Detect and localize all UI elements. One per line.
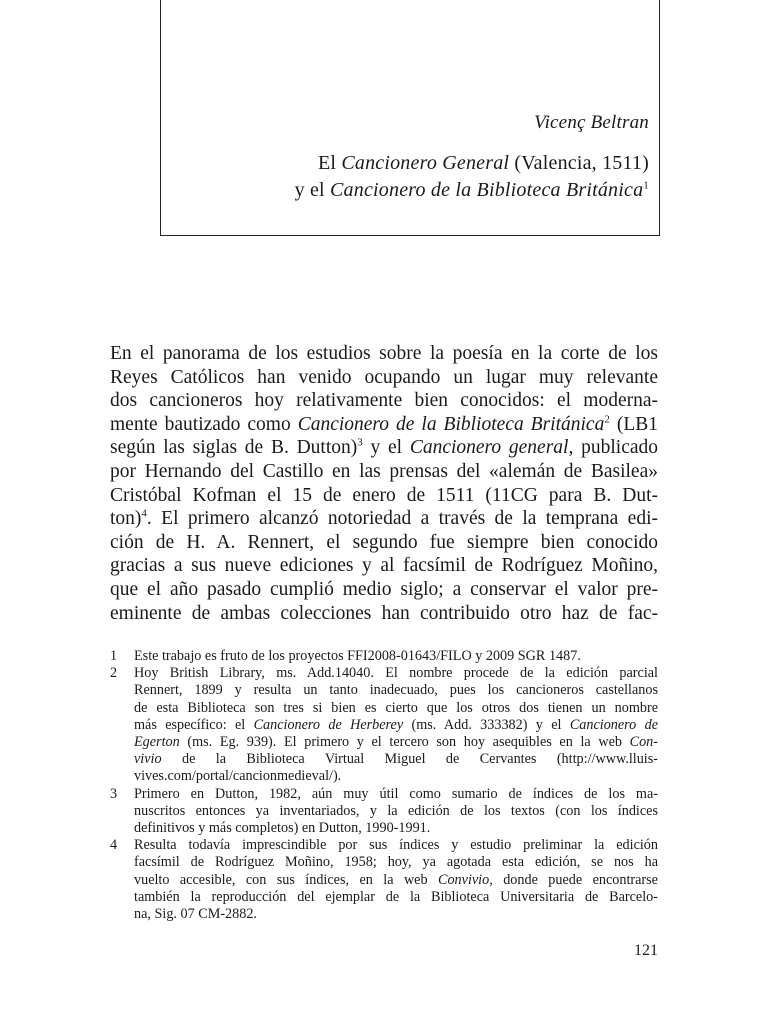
- footnote-text: [134, 786, 658, 838]
- footnote-number: 3: [110, 785, 118, 802]
- footnote-text: (ms. Add. 333382) y el: [403, 716, 570, 733]
- footnote-4: [110, 837, 658, 923]
- body-line: [110, 413, 658, 437]
- body-line: Cristóbal Kofman el 15 de enero de 1511 (11CG para B. Dut-: [110, 484, 658, 506]
- body-line: que el año pasado cumplió medio siglo; a conservar el valor pre-: [110, 578, 658, 600]
- body-line: dos cancioneros hoy relativamente bien conocidos: el moderna-: [110, 390, 658, 412]
- body-line: ción de H. A. Rennert, el segundo fue siempre bien conocido: [110, 531, 658, 553]
- title-italic: Cancionero General: [341, 152, 510, 174]
- footnote-line: na, Sig. 07 CM-2882.: [134, 906, 257, 923]
- footnote-line: [134, 734, 658, 751]
- footnote-italic: Convivio: [438, 871, 490, 888]
- body-line: [110, 436, 658, 460]
- footnote-2: [110, 665, 658, 785]
- footnote-italic: Egerton: [134, 734, 180, 751]
- footnotes: [110, 648, 658, 923]
- body-line: eminente de ambas colecciones han contribuido otro haz de fac-: [110, 602, 658, 624]
- body-text: mente bautizado como: [110, 413, 298, 435]
- footnote-text: , donde puede encontrarse: [489, 871, 658, 888]
- author-name: Vicenç Beltran: [534, 112, 649, 133]
- body-paragraph: [110, 342, 658, 625]
- body-italic: Cancionero de la Biblioteca Británica: [297, 413, 605, 435]
- title-line-1: [295, 150, 649, 177]
- body-text: , publicado: [568, 437, 658, 459]
- footnote-marker: 1: [643, 179, 649, 192]
- footnote-line: Resulta todavía imprescindible por sus índices y estudio preliminar la edición: [134, 837, 658, 854]
- footnote-text: [134, 837, 658, 923]
- footnote-line: [134, 751, 658, 768]
- footnote-line: definitivos y más completos) en Dutton, 1990-1991.: [134, 820, 431, 837]
- footnote-line: vives.com/portal/cancionmedieval/).: [134, 768, 342, 785]
- footnote-line: nuscritos entonces ya inventariados, y la edición de los textos (con los índices: [134, 802, 658, 819]
- footnote-1: [110, 648, 658, 665]
- body-line: por Hernando del Castillo en las prensas del «alemán de Basilea»: [110, 460, 658, 482]
- footnote-italic: Cancionero de: [569, 716, 659, 733]
- footnote-marker: 2: [604, 413, 610, 426]
- title-text: y el: [294, 179, 331, 201]
- footnote-marker: 4: [141, 507, 147, 520]
- footnote-3: [110, 786, 658, 838]
- footnote-number: 4: [110, 837, 118, 854]
- body-text: ton): [110, 508, 142, 530]
- title-text: El: [317, 152, 342, 174]
- body-italic: Cancionero general: [409, 437, 569, 459]
- article-title: [295, 150, 649, 204]
- title-text: (Valencia, 1511): [509, 152, 649, 174]
- footnote-text: [134, 665, 658, 785]
- footnote-line: también la reproducción del ejemplar de la Biblioteca Universitaria de Barcelo-: [134, 888, 658, 905]
- body-text: . El primero alcanzó notoriedad a través de la temprana edi-: [146, 508, 658, 530]
- footnote-line: facsímil de Rodríguez Moñino, 1958; hoy, ya agotada esta edición, se nos ha: [134, 854, 658, 871]
- footnote-text: de la Biblioteca Virtual Miguel de Cervantes (http://www.lluis-: [161, 751, 658, 768]
- footnote-line: de esta Biblioteca son tres si bien es cierto que los otros dos tienen un nombre: [134, 699, 658, 716]
- footnote-number: 2: [110, 665, 118, 682]
- body-line: [110, 507, 658, 531]
- footnote-line: Hoy British Library, ms. Add.14040. El nombre procede de la edición parcial: [134, 665, 658, 682]
- title-box: [160, 0, 660, 236]
- body-line: Reyes Católicos han venido ocupando un lugar muy relevante: [110, 366, 658, 388]
- footnote-text: más específico: el: [134, 716, 254, 733]
- footnote-text: vuelto accesible, con sus índices, en la web: [134, 871, 438, 888]
- footnote-text: (ms. Eg. 939). El primero y el tercero son hoy asequibles en la web: [179, 734, 630, 751]
- footnote-line: [134, 872, 658, 889]
- body-text: según las siglas de B. Dutton): [110, 437, 358, 459]
- title-line-2: [295, 177, 649, 204]
- body-text: (LB1: [609, 413, 658, 435]
- body-line: En el panorama de los estudios sobre la poesía en la corte de los: [110, 343, 658, 364]
- title-italic: Cancionero de la Biblioteca Británica: [330, 179, 644, 201]
- body-text: y el: [362, 437, 410, 459]
- footnote-number: 1: [110, 648, 118, 664]
- footnote-line: Este trabajo es fruto de los proyectos FFI2008-01643/FILO y 2009 SGR 1487.: [134, 648, 581, 664]
- body-line: gracias a sus nueve ediciones y al facsímil de Rodríguez Moñino,: [110, 555, 658, 577]
- footnote-line: [134, 717, 658, 734]
- footnote-italic: vivio: [134, 751, 162, 768]
- page-number: 121: [634, 942, 658, 959]
- footnote-italic: Con-: [629, 734, 658, 751]
- footnote-marker: 3: [357, 436, 363, 449]
- footnote-line: Rennert, 1899 y resulta un tanto inadecuado, pues los cancioneros castellanos: [134, 682, 658, 699]
- footnote-line: Primero en Dutton, 1982, aún muy útil como sumario de índices de los ma-: [134, 785, 658, 802]
- footnote-italic: Cancionero de Herberey: [253, 716, 404, 733]
- footnote-text: [134, 648, 658, 665]
